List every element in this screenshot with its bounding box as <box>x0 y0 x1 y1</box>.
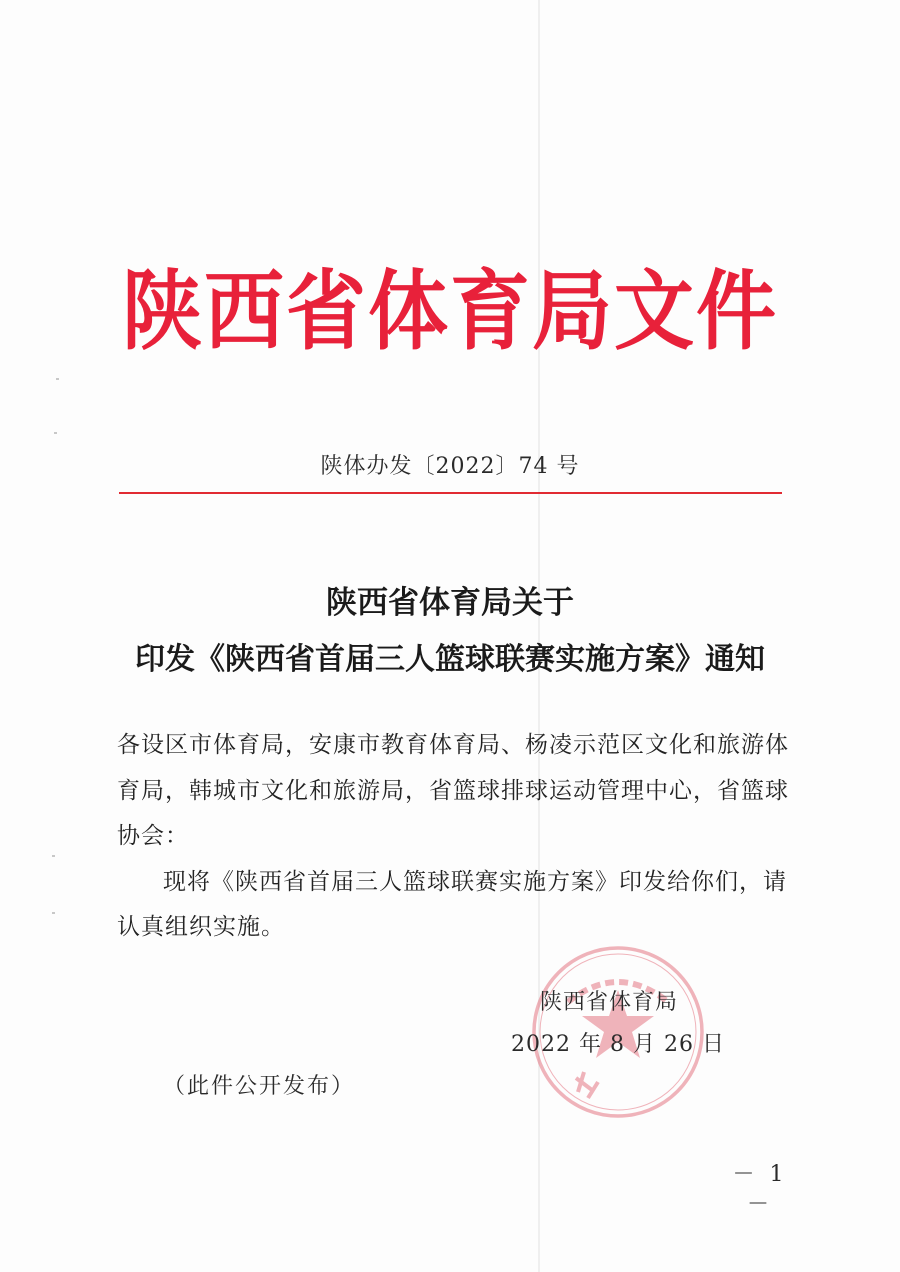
recipients-line: 协会： <box>117 823 189 849</box>
scan-speck <box>54 432 57 434</box>
scan-speck <box>52 912 55 914</box>
scan-speck <box>52 855 55 857</box>
document-title-line1: 陕西省体育局关于 <box>326 585 574 621</box>
signature-organization: 陕西省体育局 <box>540 990 679 1015</box>
red-divider-line <box>119 492 782 494</box>
recipients-line: 育局，韩城市文化和旅游局，省篮球排球运动管理中心，省篮球 <box>117 777 789 804</box>
disclosure-note: （此件公开发布） <box>163 1074 356 1099</box>
body-paragraph-line: 认真组织实施。 <box>117 914 285 940</box>
recipients-line: 各设区市体育局，安康市教育体育局、杨凌示范区文化和旅游体 <box>117 732 789 758</box>
document-title-line2: 印发《陕西省首届三人篮球联赛实施方案》通知 <box>135 642 765 677</box>
document-body <box>117 723 797 951</box>
document-number: 陕体办发〔2022〕74 号 <box>320 454 580 479</box>
body-paragraph-line: 现将《陕西省首届三人篮球联赛实施方案》印发给你们，请 <box>163 868 787 895</box>
signature-date: 2022 年 8 月 26 日 <box>511 1032 725 1057</box>
page-number: － 1 － <box>732 1162 788 1217</box>
issuer-banner: 陕西省体育局文件 <box>122 261 778 362</box>
scan-speck <box>56 378 59 380</box>
